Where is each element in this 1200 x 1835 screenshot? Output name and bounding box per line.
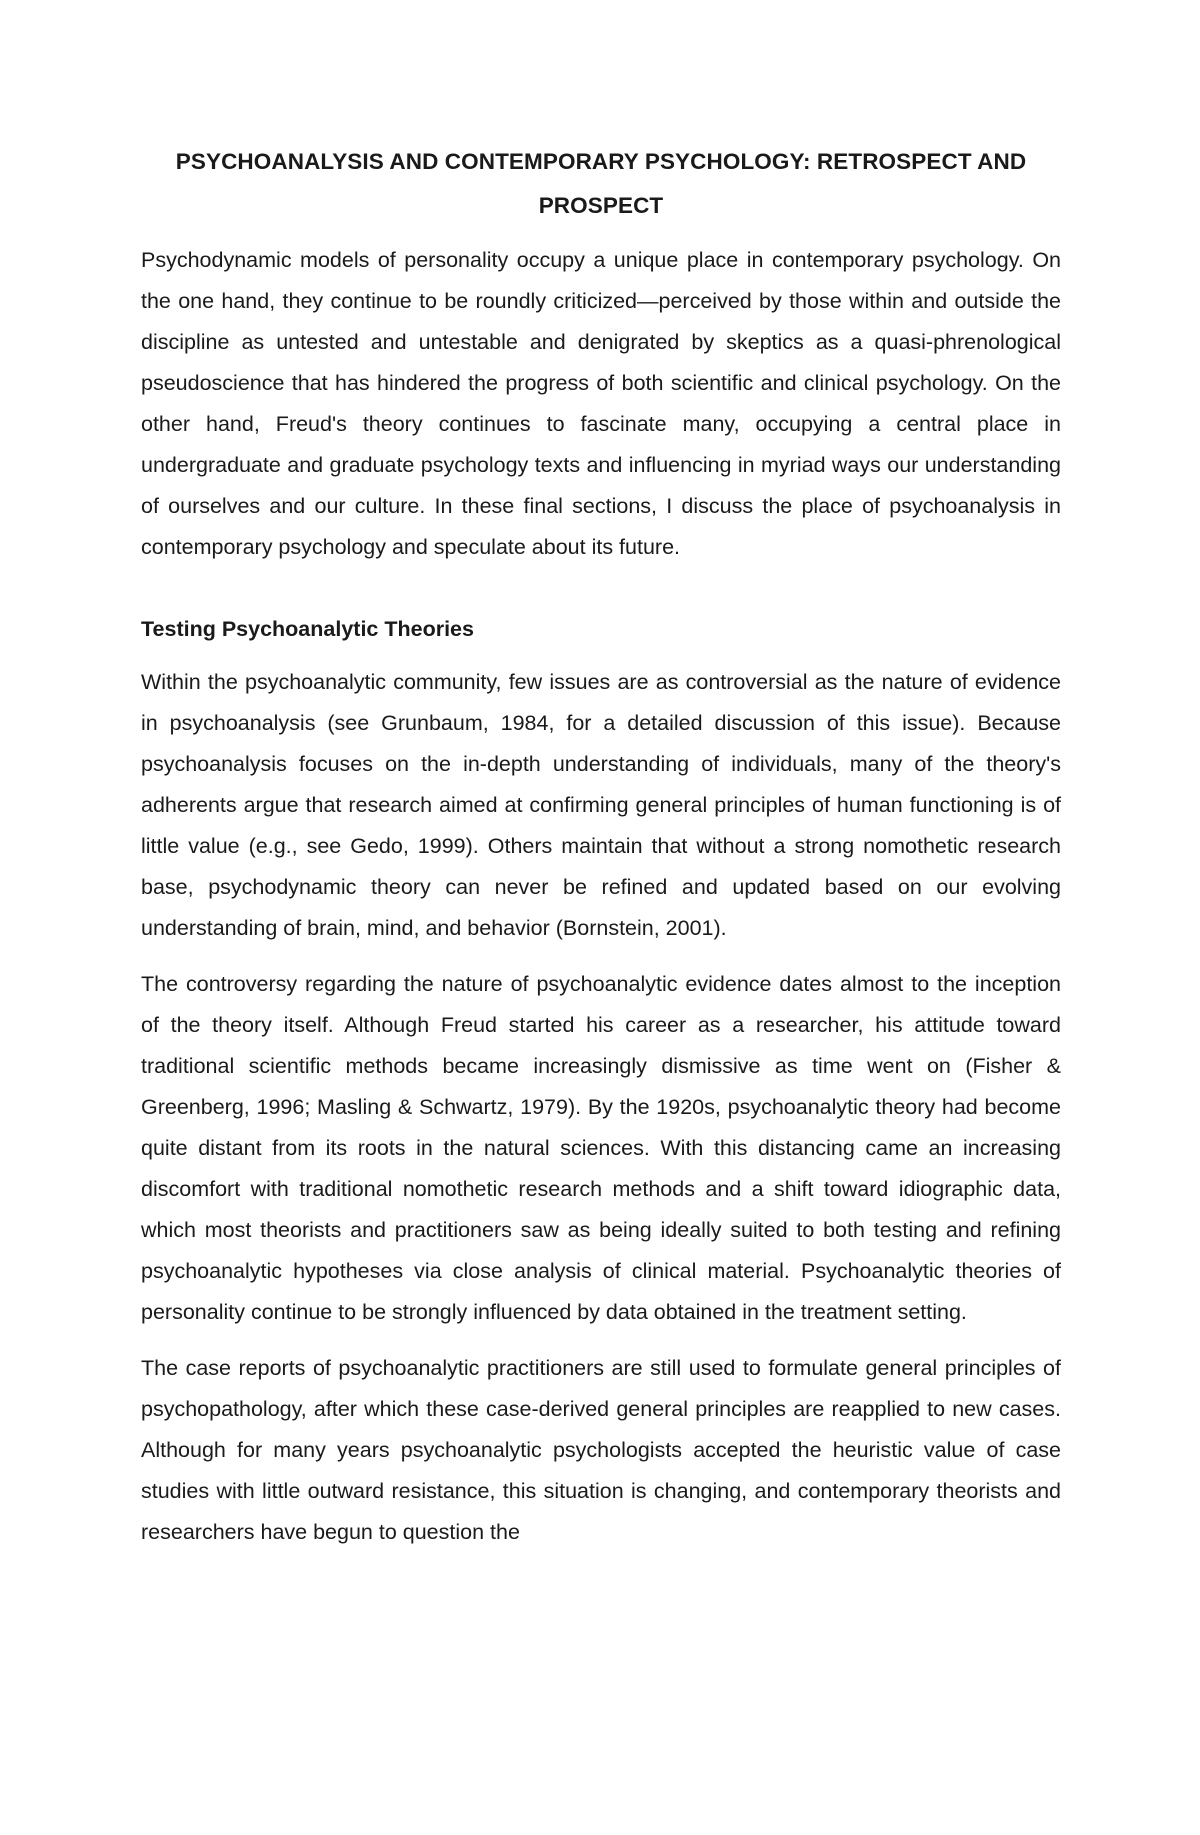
document-body	[141, 140, 1061, 1553]
section-paragraph-1: Within the psychoanalytic community, few issues are as controversial as the nature of evidence in psychoanalysis (see Grunbaum, 1984, for a detailed discussion of this issue). Because psychoanalysis focuses on the in-depth understanding of individuals, many of the theory's adherents argue that research aimed at confirming general principles of human functioning is of little value (e.g., see Gedo, 1999). Others maintain that without a strong nomothetic research base, psychodynamic theory can never be refined and updated based on our evolving understanding of brain, mind, and behavior (Bornstein, 2001).	[141, 670, 1061, 940]
section-paragraph-3: The case reports of psychoanalytic practitioners are still used to formulate general principles of psychopathology, after which these case-derived general principles are reapplied to new cases. Although for many years psychoanalytic psychologists accepted the heuristic value of case studies with little outward resistance, this situation is changing, and contemporary theorists and researchers have begun to question the	[141, 1356, 1061, 1544]
intro-paragraph: Psychodynamic models of personality occupy a unique place in contemporary psychology. On the one hand, they continue to be roundly criticized—perceived by those within and outside the discipline as untested and untestable and denigrated by skeptics as a quasi-phrenological pseudoscience that has hindered the progress of both scientific and clinical psychology. On the other hand, Freud's theory continues to fascinate many, occupying a central place in undergraduate and graduate psychology texts and influencing in myriad ways our understanding of ourselves and our culture. In these final sections, I discuss the place of psychoanalysis in contemporary psychology and speculate about its future.	[141, 248, 1061, 559]
section-paragraph-2: The controversy regarding the nature of psychoanalytic evidence dates almost to the inception of the theory itself. Although Freud started his career as a researcher, his attitude toward traditional scientific methods became increasingly dismissive as time went on (Fisher & Greenberg, 1996; Masling & Schwartz, 1979). By the 1920s, psychoanalytic theory had become quite distant from its roots in the natural sciences. With this distancing came an increasing discomfort with traditional nomothetic research methods and a shift toward idiographic data, which most theorists and practitioners saw as being ideally suited to both testing and refining psychoanalytic hypotheses via close analysis of clinical material. Psychoanalytic theories of personality continue to be strongly influenced by data obtained in the treatment setting.	[141, 972, 1061, 1324]
document-title: PSYCHOANALYSIS AND CONTEMPORARY PSYCHOLOGY: RETROSPECT AND PROSPECT	[175, 149, 1027, 218]
section-heading: Testing Psychoanalytic Theories	[141, 617, 474, 641]
